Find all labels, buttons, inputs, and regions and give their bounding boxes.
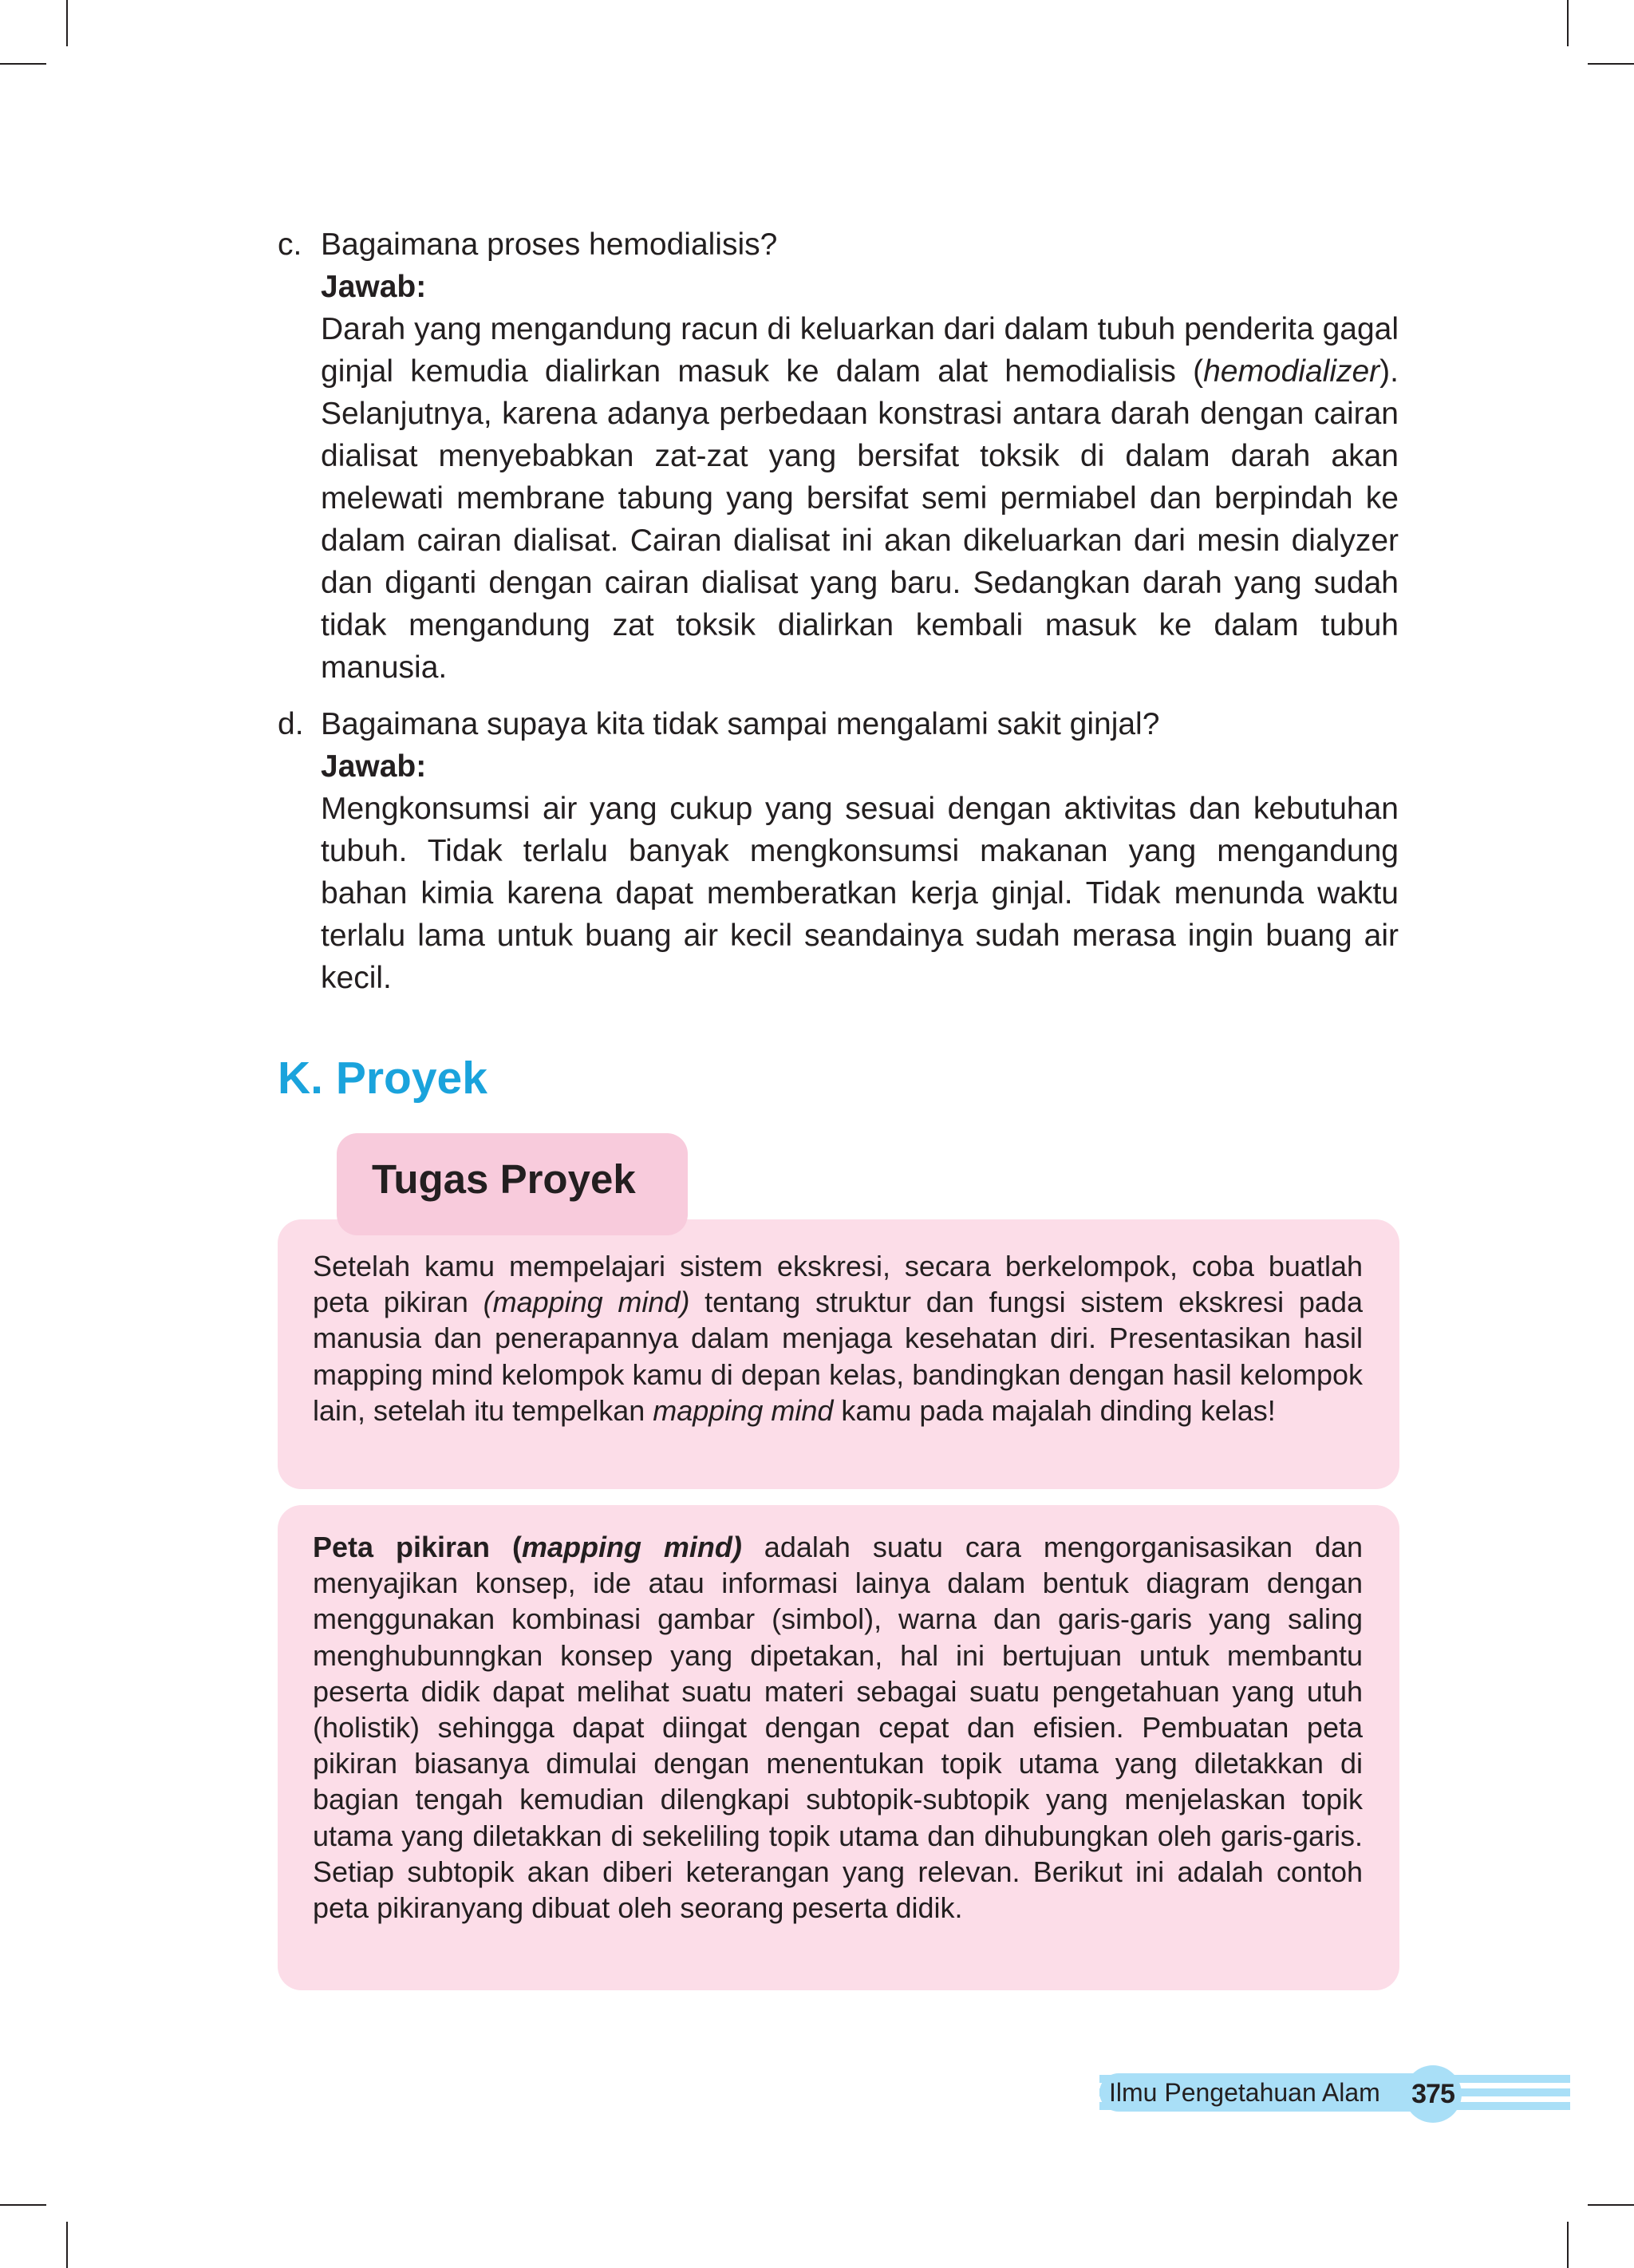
footer-book-title: Ilmu Pengetahuan Alam (1099, 2073, 1427, 2112)
project-task-box (278, 1219, 1399, 1489)
answer-text-part: Darah yang mengandung racun di keluarkan dari dalam tubuh penderita gagal ginjal kemudia dialirkan masuk ke dalam alat hemodialisis ( (321, 312, 1399, 389)
crop-mark-bottom-right-vertical (1567, 2222, 1569, 2268)
section-heading: K. Proyek (278, 1053, 487, 1104)
definition-box (278, 1505, 1399, 1990)
answer-label: Jawab: (321, 749, 427, 784)
question-text: Bagaimana supaya kita tidak sampai mengalami sakit ginjal? (321, 707, 1160, 741)
crop-mark-top-right-horizontal (1588, 63, 1634, 65)
question-letter: d. (278, 707, 304, 741)
task-text-part: kamu pada majalah dinding kelas! (833, 1393, 1276, 1427)
page-footer (1099, 2070, 1570, 2115)
crop-mark-bottom-right-horizontal (1588, 2204, 1634, 2206)
answer-italic-term: hemodializer (1203, 354, 1380, 389)
crop-mark-top-left-horizontal (0, 63, 46, 65)
question-item-d (278, 703, 1399, 999)
definition-term (313, 1531, 742, 1563)
crop-mark-top-right-vertical (1567, 0, 1569, 46)
page-number: 375 (1404, 2065, 1462, 2123)
question-item-c (278, 223, 1399, 689)
definition-term-italic: mapping mind) (521, 1531, 742, 1563)
answer-text: Mengkonsumsi air yang cukup yang sesuai dengan aktivitas dan kebutuhan tubuh. Tidak terlalu banyak mengkonsumsi makanan yang mengandung bahan kimia karena dapat memberatkan kerja ginjal. Tidak menunda waktu terlalu lama untuk buang air kecil seandainya sudah merasa ingin buang air kecil. (321, 792, 1399, 995)
project-tab-label: Tugas Proyek (337, 1133, 688, 1235)
crop-mark-bottom-left-horizontal (0, 2204, 46, 2206)
crop-mark-top-left-vertical (66, 0, 68, 46)
task-italic-term: (mapping mind) (483, 1286, 690, 1319)
task-text-part: Setelah kamu mempelajari sistem ekskresi, secara berkelompok, coba buatlah peta pikiran (313, 1250, 1363, 1319)
crop-mark-bottom-left-vertical (66, 2222, 68, 2268)
task-italic-term: mapping mind (653, 1393, 834, 1427)
question-text: Bagaimana proses hemodialisis? (321, 227, 778, 262)
task-text-part: tentang struktur dan fungsi sistem ekskresi pada manusia dan penerapannya dalam menjaga kesehatan diri. Presentasikan hasil mapping mind kelompok kamu di depan kelas, bandingkan dengan hasil kelompok lain, setelah itu tempelkan (313, 1286, 1363, 1427)
answer-text-part: ). Selanjutnya, karena adanya perbedaan konstrasi antara darah dengan cairan dialisat menyebabkan zat-zat yang bersifat toksik di dalam darah akan melewati membrane tabung yang bersifat semi permiabel dan berpindah ke dalam cairan dialisat. Cairan dialisat ini akan dikeluarkan dari mesin dialyzer dan diganti dengan cairan dialisat yang baru. Sedangkan darah yang sudah tidak mengandung zat toksik dialirkan kembali masuk ke dalam tubuh manusia. (321, 354, 1399, 685)
definition-body: adalah suatu cara mengorganisasikan dan menyajikan konsep, ide atau informasi lainya dalam bentuk diagram dengan menggunakan kombinasi gambar (simbol), warna dan garis-garis yang saling menghubunngkan konsep yang dipetakan, hal ini bertujuan untuk membantu peserta didik dapat melihat suatu materi sebagai suatu pengetahuan yang utuh (holistik) sehingga dapat diingat dengan cepat dan efisien. Pembuatan peta pikiran biasanya dimulai dengan menentukan topik utama yang diletakkan di bagian tengah kemudian dilengkapi subtopik-subtopik yang menjelaskan topik utama yang diletakkan di sekeliling topik utama dan dihubungkan oleh garis-garis. Setiap subtopik akan diberi keterangan yang relevan. Berikut ini adalah contoh peta pikiranyang dibuat oleh seorang peserta didik. (313, 1531, 1364, 1925)
question-list (278, 223, 1399, 999)
answer-text (321, 308, 1399, 689)
definition-term-part: Peta pikiran ( (313, 1531, 522, 1563)
question-letter: c. (278, 227, 302, 262)
answer-label: Jawab: (321, 270, 427, 304)
